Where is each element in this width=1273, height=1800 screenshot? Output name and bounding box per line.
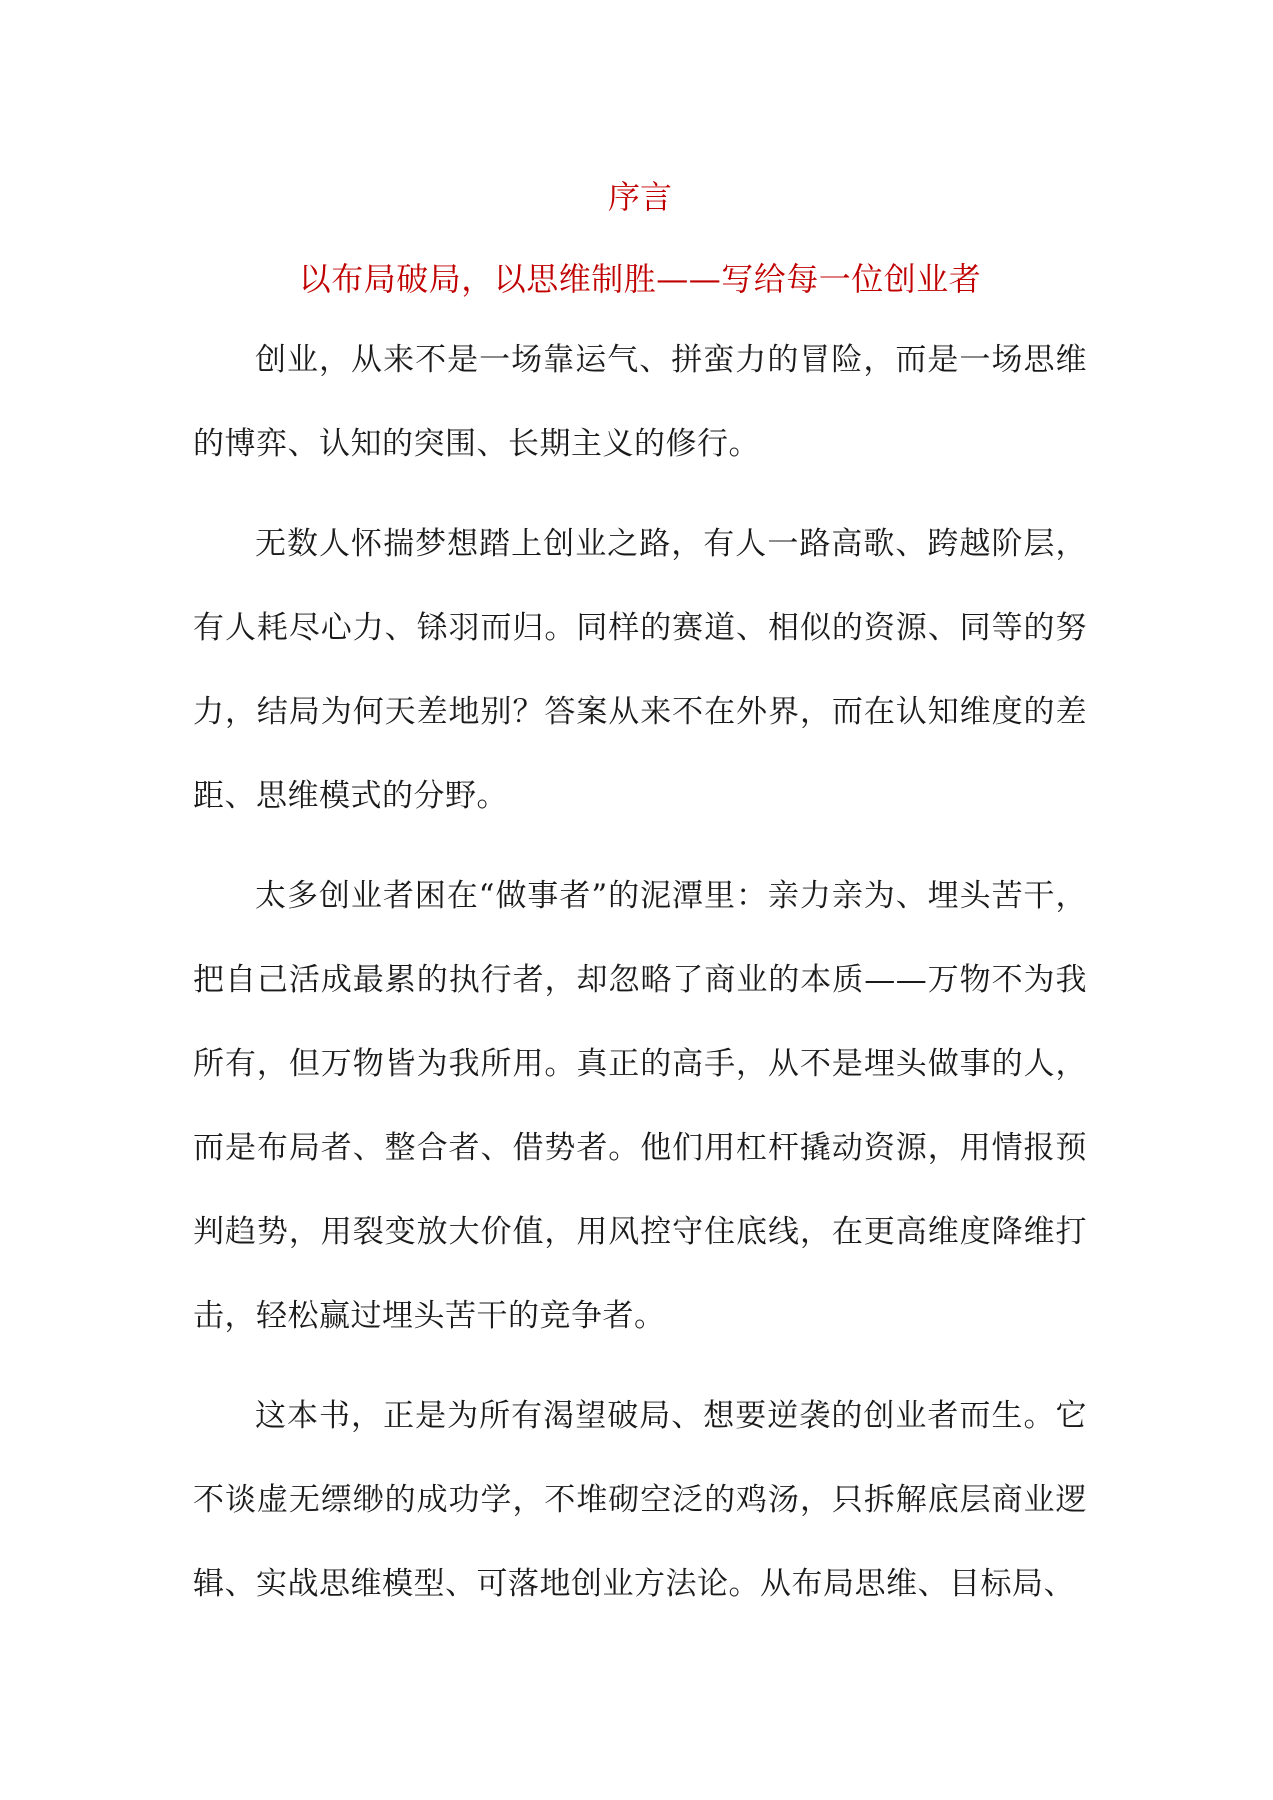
paragraph-1: 创业，从来不是一场靠运气、拼蛮力的冒险，而是一场思维的博弈、认知的突围、长期主义的修行。 [193, 342, 1087, 462]
paragraph-4: 这本书，正是为所有渴望破局、想要逆袭的创业者而生。它不谈虚无缥缈的成功学，不堆砌空泛的鸡汤，只拆解底层商业逻辑、实战思维模型、可落地创业方法论。从布局思维、目标局、 [193, 1398, 1087, 1602]
paragraph-3: 太多创业者困在“做事者”的泥潭里：亲力亲为、埋头苦干，把自己活成最累的执行者，却忽略了商业的本质——万物不为我所有，但万物皆为我所用。真正的高手，从不是埋头做事的人，而是布局者、整合者、借势者。他们用杠杆撬动资源，用情报预判趋势，用裂变放大价值，用风控守住底线，在更高维度降维打击，轻松赢过埋头苦干的竞争者。 [193, 878, 1087, 1334]
paragraph-2: 无数人怀揣梦想踏上创业之路，有人一路高歌、跨越阶层，有人耗尽心力、铩羽而归。同样的赛道、相似的资源、同等的努力，结局为何天差地别？答案从来不在外界，而在认知维度的差距、思维模式的分野。 [193, 526, 1087, 814]
page-subtitle: 以布局破局，以思维制胜——写给每一位创业者 [298, 260, 982, 298]
page-title: 序言 [607, 178, 672, 216]
